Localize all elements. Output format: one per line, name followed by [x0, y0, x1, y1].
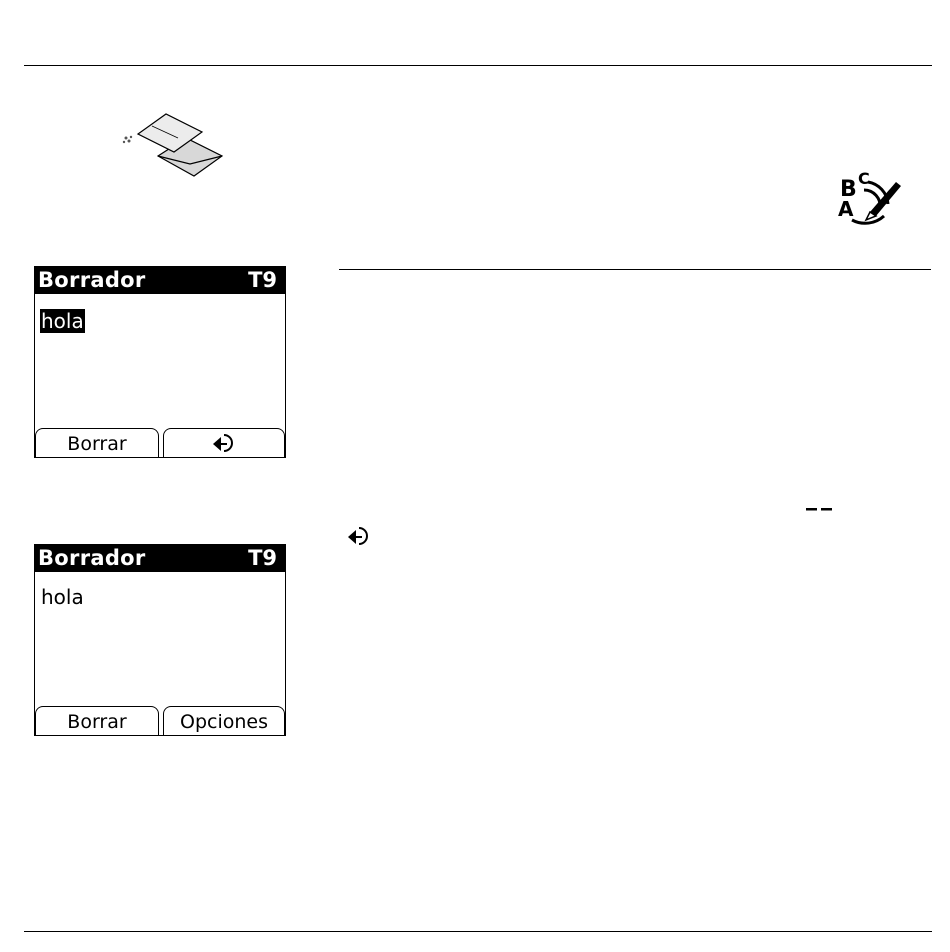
envelopes-icon — [118, 104, 228, 184]
screen-title: Borrador — [38, 268, 146, 292]
back-arrow-icon — [210, 432, 238, 454]
input-mode-indicator: T9 — [248, 546, 277, 570]
screen-titlebar — [35, 545, 285, 572]
input-mode-indicator: T9 — [248, 268, 277, 292]
phone-screen-highlighted — [34, 266, 286, 458]
section-rule — [339, 269, 931, 270]
delete-softkey[interactable]: Borrar — [35, 428, 159, 457]
svg-text:A: A — [838, 197, 854, 221]
screen-title: Borrador — [38, 546, 146, 570]
phone-screen-options — [34, 544, 286, 736]
softkey-bar — [35, 425, 285, 457]
screen-titlebar — [35, 267, 285, 294]
svg-text:B: B — [840, 177, 857, 202]
softkey-bar — [35, 703, 285, 735]
message-text-selected: hola — [41, 309, 84, 333]
back-softkey[interactable] — [163, 428, 285, 457]
delete-softkey[interactable]: Borrar — [35, 706, 159, 735]
top-rule — [24, 65, 932, 66]
message-text: hola — [41, 585, 84, 609]
abc-pen-icon — [834, 164, 902, 230]
back-arrow-icon — [346, 526, 372, 546]
svg-text:C: C — [858, 169, 870, 188]
options-softkey[interactable]: Opciones — [163, 706, 285, 735]
double-dash-icon — [806, 506, 834, 512]
bottom-rule — [24, 931, 932, 932]
